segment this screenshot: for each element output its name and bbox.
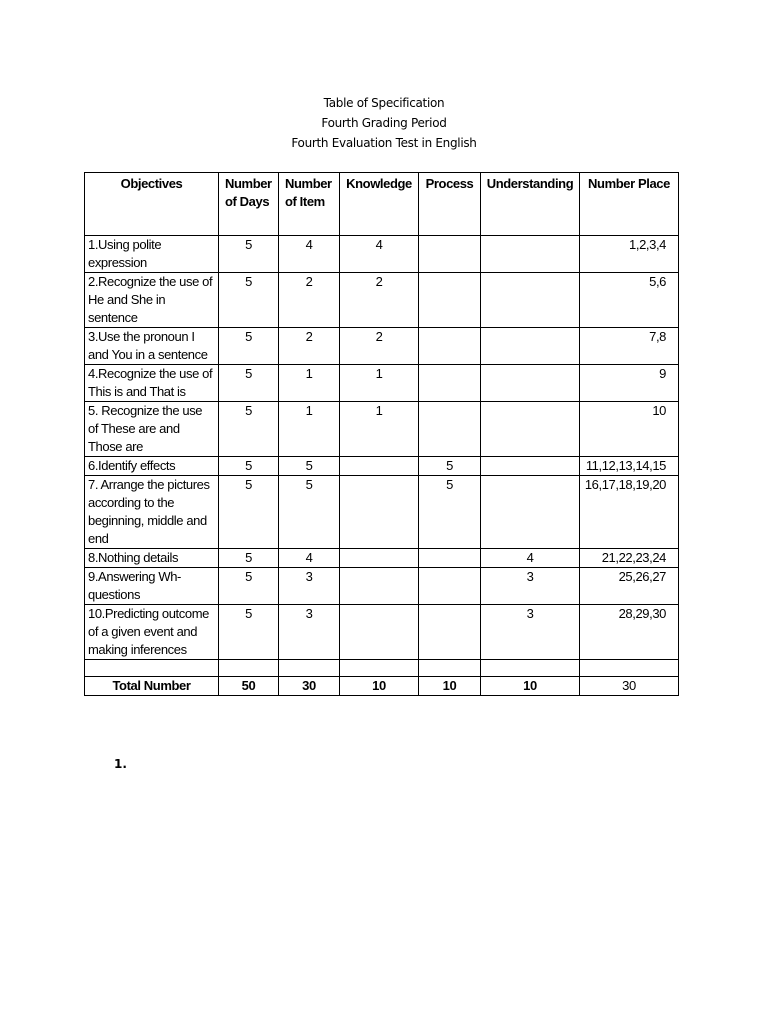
process-cell bbox=[419, 273, 481, 328]
items-cell: 2 bbox=[279, 273, 340, 328]
table-row bbox=[85, 568, 679, 605]
objective-cell: 9.Answering Wh-questions bbox=[85, 568, 219, 605]
process-cell: 5 bbox=[419, 476, 481, 549]
items-cell: 5 bbox=[279, 476, 340, 549]
total-days: 50 bbox=[219, 677, 279, 696]
days-cell: 5 bbox=[219, 568, 279, 605]
items-cell: 1 bbox=[279, 402, 340, 457]
objective-cell: 1.Using polite expression bbox=[85, 236, 219, 273]
items-cell: 2 bbox=[279, 328, 340, 365]
days-cell: 5 bbox=[219, 236, 279, 273]
total-items: 30 bbox=[279, 677, 340, 696]
understanding-cell: 3 bbox=[481, 568, 580, 605]
col-header-number-place: Number Place bbox=[580, 173, 679, 236]
process-cell bbox=[419, 568, 481, 605]
empty-cell bbox=[219, 660, 279, 677]
number-place-cell: 1,2,3,4 bbox=[580, 236, 679, 273]
total-label: Total Number bbox=[85, 677, 219, 696]
knowledge-cell: 4 bbox=[340, 236, 419, 273]
knowledge-cell: 2 bbox=[340, 328, 419, 365]
number-place-cell: 21,22,23,24 bbox=[580, 549, 679, 568]
knowledge-cell: 1 bbox=[340, 365, 419, 402]
items-cell: 5 bbox=[279, 457, 340, 476]
empty-cell bbox=[85, 660, 219, 677]
knowledge-cell: 2 bbox=[340, 273, 419, 328]
total-row bbox=[85, 677, 679, 696]
items-cell: 3 bbox=[279, 568, 340, 605]
understanding-cell bbox=[481, 402, 580, 457]
understanding-cell bbox=[481, 457, 580, 476]
objective-cell: 4.Recognize the use of This is and That is bbox=[85, 365, 219, 402]
objective-cell: 7. Arrange the pictures according to the beginning, middle and end bbox=[85, 476, 219, 549]
understanding-cell: 3 bbox=[481, 605, 580, 660]
items-cell: 1 bbox=[279, 365, 340, 402]
days-cell: 5 bbox=[219, 605, 279, 660]
number-place-cell: 9 bbox=[580, 365, 679, 402]
table-row bbox=[85, 328, 679, 365]
total-number-place: 30 bbox=[580, 677, 679, 696]
col-header-understanding: Understanding bbox=[481, 173, 580, 236]
table-row bbox=[85, 549, 679, 568]
header-row bbox=[85, 173, 679, 236]
number-place-cell: 28,29,30 bbox=[580, 605, 679, 660]
total-knowledge: 10 bbox=[340, 677, 419, 696]
total-process: 10 bbox=[419, 677, 481, 696]
empty-cell bbox=[580, 660, 679, 677]
specification-table bbox=[84, 172, 679, 696]
understanding-cell bbox=[481, 273, 580, 328]
knowledge-cell bbox=[340, 568, 419, 605]
understanding-cell: 4 bbox=[481, 549, 580, 568]
number-place-cell: 16,17,18,19,20 bbox=[580, 476, 679, 549]
table-row bbox=[85, 402, 679, 457]
grading-period: Fourth Grading Period bbox=[321, 116, 447, 130]
knowledge-cell bbox=[340, 605, 419, 660]
table-row bbox=[85, 457, 679, 476]
days-cell: 5 bbox=[219, 457, 279, 476]
days-cell: 5 bbox=[219, 365, 279, 402]
days-cell: 5 bbox=[219, 273, 279, 328]
days-cell: 5 bbox=[219, 402, 279, 457]
days-cell: 5 bbox=[219, 328, 279, 365]
table-row bbox=[85, 236, 679, 273]
objective-cell: 10.Predicting outcome of a given event and making inferences bbox=[85, 605, 219, 660]
objective-cell: 5. Recognize the use of These are and Those are bbox=[85, 402, 219, 457]
table-row bbox=[85, 365, 679, 402]
number-place-cell: 10 bbox=[580, 402, 679, 457]
understanding-cell bbox=[481, 236, 580, 273]
objective-cell: 8.Nothing details bbox=[85, 549, 219, 568]
col-header-days: Number of Days bbox=[219, 173, 279, 236]
document-heading bbox=[0, 93, 768, 153]
process-cell bbox=[419, 605, 481, 660]
empty-cell bbox=[419, 660, 481, 677]
days-cell: 5 bbox=[219, 549, 279, 568]
objective-cell: 6.Identify effects bbox=[85, 457, 219, 476]
objective-cell: 3.Use the pronoun I and You in a sentence bbox=[85, 328, 219, 365]
test-name: Fourth Evaluation Test in English bbox=[291, 136, 477, 150]
items-cell: 4 bbox=[279, 549, 340, 568]
col-header-process: Process bbox=[419, 173, 481, 236]
process-cell bbox=[419, 402, 481, 457]
days-cell: 5 bbox=[219, 476, 279, 549]
empty-cell bbox=[481, 660, 580, 677]
process-cell bbox=[419, 236, 481, 273]
items-cell: 4 bbox=[279, 236, 340, 273]
process-cell bbox=[419, 328, 481, 365]
col-header-items: Number of Item bbox=[279, 173, 340, 236]
col-header-objectives: Objectives bbox=[85, 173, 219, 236]
total-understanding: 10 bbox=[481, 677, 580, 696]
number-place-cell: 5,6 bbox=[580, 273, 679, 328]
number-place-cell: 11,12,13,14,15 bbox=[580, 457, 679, 476]
empty-cell bbox=[279, 660, 340, 677]
knowledge-cell: 1 bbox=[340, 402, 419, 457]
process-cell bbox=[419, 549, 481, 568]
table-row bbox=[85, 476, 679, 549]
empty-row bbox=[85, 660, 679, 677]
table-row bbox=[85, 605, 679, 660]
understanding-cell bbox=[481, 476, 580, 549]
objective-cell: 2.Recognize the use of He and She in sentence bbox=[85, 273, 219, 328]
document-title: Table of Specification bbox=[323, 96, 445, 110]
process-cell: 5 bbox=[419, 457, 481, 476]
understanding-cell bbox=[481, 328, 580, 365]
process-cell bbox=[419, 365, 481, 402]
knowledge-cell bbox=[340, 476, 419, 549]
table-row bbox=[85, 273, 679, 328]
knowledge-cell bbox=[340, 457, 419, 476]
col-header-knowledge: Knowledge bbox=[340, 173, 419, 236]
number-place-cell: 25,26,27 bbox=[580, 568, 679, 605]
understanding-cell bbox=[481, 365, 580, 402]
items-cell: 3 bbox=[279, 605, 340, 660]
empty-cell bbox=[340, 660, 419, 677]
knowledge-cell bbox=[340, 549, 419, 568]
number-place-cell: 7,8 bbox=[580, 328, 679, 365]
list-number: 1. bbox=[114, 757, 127, 771]
